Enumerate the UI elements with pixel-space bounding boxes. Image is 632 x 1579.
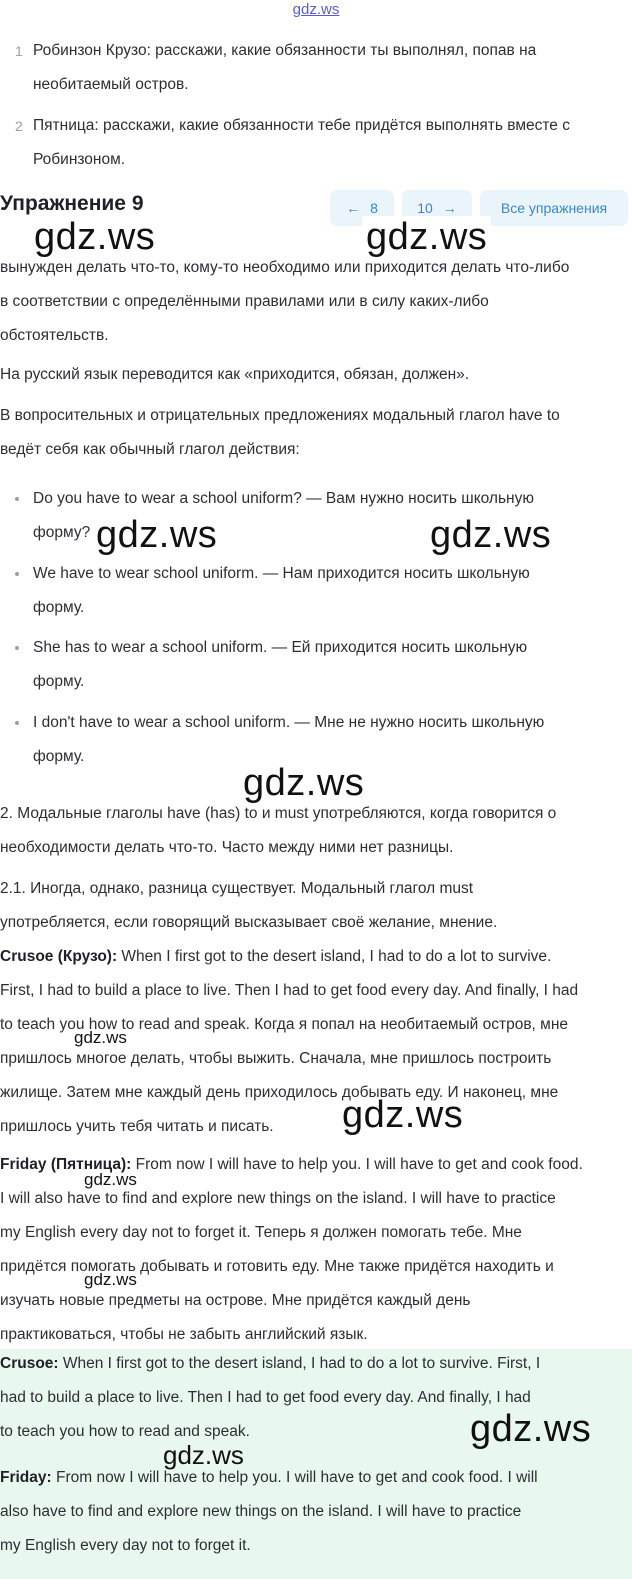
- text-line: изучать новые предметы на острове. Мне придётся каждый день: [0, 1292, 471, 1309]
- rule-paragraph: [0, 872, 628, 940]
- watermark: gdz.ws: [30, 216, 159, 259]
- explanation-paragraph: На русский язык переводится как «приходится, обязан, должен».: [0, 366, 470, 383]
- text-line: my English every day not to forget it.: [0, 1537, 251, 1554]
- answer-friday: [0, 1461, 628, 1563]
- text-line: From now I will have to help you. I will have to get and cook food. I will: [51, 1469, 538, 1486]
- prev-exercise-label: 8: [370, 200, 378, 216]
- text-line: форму?: [33, 524, 91, 541]
- text-line: When I first got to the desert island, I had to do a lot to survive.: [117, 948, 552, 965]
- text-line: Do you have to wear a school uniform? — Вам нужно носить школьную: [33, 490, 534, 507]
- text-line: had to build a place to live. Then I had to get food every day. And finally, I had: [0, 1389, 531, 1406]
- question-line: Пятница: расскажи, какие обязанности тебе придётся выполнять вместе с: [33, 117, 570, 134]
- text-line: From now I will have to help you. I will have to get and cook food.: [131, 1156, 583, 1173]
- watermark: gdz.ws: [470, 1408, 592, 1450]
- watermark: gdz.ws: [163, 1440, 244, 1470]
- text-line: also have to find and explore new things on the island. I will have to practice: [0, 1503, 522, 1520]
- bullet-icon: [15, 646, 19, 650]
- question-number: 2: [15, 118, 23, 134]
- text-line: придётся помогать добывать и готовить еду. Мне также придётся находить и: [0, 1258, 554, 1275]
- text-line: to teach you how to read and speak.: [0, 1423, 250, 1440]
- text-line: 2. Модальные глаголы have (has) to и must употребляются, когда говорится о: [0, 805, 557, 822]
- text-line: 2.1. Иногда, однако, разница существует. Модальный глагол must: [0, 880, 474, 897]
- text-line: В вопросительных и отрицательных предложениях модальный глагол have to: [0, 407, 560, 424]
- speaker-label: Crusoe (Крузо):: [0, 948, 118, 965]
- speaker-label: Friday (Пятница):: [0, 1156, 132, 1173]
- bullet-icon: [15, 572, 19, 576]
- text-line: форму.: [33, 673, 85, 690]
- text-line: I will also have to find and explore new things on the island. I will have to practice: [0, 1190, 556, 1207]
- question-line: необитаемый остров.: [33, 76, 189, 93]
- question-line: Робинзон Крузо: расскажи, какие обязанности ты выполнял, попав на: [33, 42, 537, 59]
- text-line: в соответствии с определёнными правилами или в силу каких-либо: [0, 293, 489, 310]
- rule-paragraph: [0, 797, 628, 865]
- watermark: gdz.ws: [84, 1270, 137, 1289]
- text-line: необходимости делать что-то. Часто между ними нет разницы.: [0, 839, 454, 856]
- all-exercises-label: Все упражнения: [500, 200, 608, 216]
- watermark: gdz.ws: [84, 1170, 137, 1189]
- text-line: практиковаться, чтобы не забыть английский язык.: [0, 1326, 368, 1343]
- all-exercises-button[interactable]: [480, 190, 628, 226]
- text-line: обстоятельств.: [0, 327, 109, 344]
- explanation-paragraph: [0, 399, 628, 467]
- speaker-label: Crusoe:: [0, 1355, 59, 1372]
- bullet-icon: [15, 721, 19, 725]
- text-line: ведёт себя как обычный глагол действия:: [0, 441, 300, 458]
- watermark: gdz.ws: [96, 514, 218, 556]
- bullet-icon: [15, 497, 19, 501]
- watermark: gdz.ws: [362, 216, 491, 259]
- speaker-label: Friday:: [0, 1469, 52, 1486]
- text-line: She has to wear a school uniform. — Ей приходится носить школьную: [33, 639, 528, 656]
- watermark: gdz.ws: [74, 1028, 127, 1047]
- explanation-paragraph: [0, 251, 628, 353]
- text-line: to teach you how to read and speak. Когда я попал на необитаемый остров, мне: [0, 1016, 568, 1033]
- exercise-title: Упражнение 9: [0, 192, 144, 215]
- arrow-left-icon: ←: [346, 200, 361, 216]
- site-link[interactable]: gdz.ws: [292, 1, 340, 18]
- text-line: First, I had to build a place to live. Then I had to get food every day. And finally, I had: [0, 982, 579, 999]
- text-line: пришлось многое делать, чтобы выжить. Сначала, мне пришлось построить: [0, 1050, 552, 1067]
- text-line: форму.: [33, 599, 85, 616]
- text-line: жилище. Затем мне каждый день приходилось добывать еду. И наконец, мне: [0, 1084, 559, 1101]
- watermark: gdz.ws: [243, 762, 365, 804]
- text-line: my English every day not to forget it. Теперь я должен помогать тебе. Мне: [0, 1224, 522, 1241]
- arrow-right-icon: →: [442, 200, 457, 216]
- text-line: вынужден делать что-то, кому-то необходимо или приходится делать что-либо: [0, 259, 570, 276]
- text-line: пришлось учить тебя читать и писать.: [0, 1118, 274, 1135]
- text-line: употребляется, если говорящий высказывает своё желание, мнение.: [0, 914, 498, 931]
- text-line: When I first got to the desert island, I had to do a lot to survive. First, I: [58, 1355, 541, 1372]
- text-line: We have to wear school uniform. — Нам приходится носить школьную: [33, 565, 530, 582]
- watermark: gdz.ws: [342, 1094, 464, 1136]
- next-exercise-label: 10: [417, 200, 433, 216]
- text-line: форму.: [33, 748, 85, 765]
- watermark: gdz.ws: [430, 514, 552, 556]
- question-line: Робинзоном.: [33, 151, 126, 168]
- question-number: 1: [15, 43, 23, 59]
- text-line: I don't have to wear a school uniform. — Мне не нужно носить школьную: [33, 714, 545, 731]
